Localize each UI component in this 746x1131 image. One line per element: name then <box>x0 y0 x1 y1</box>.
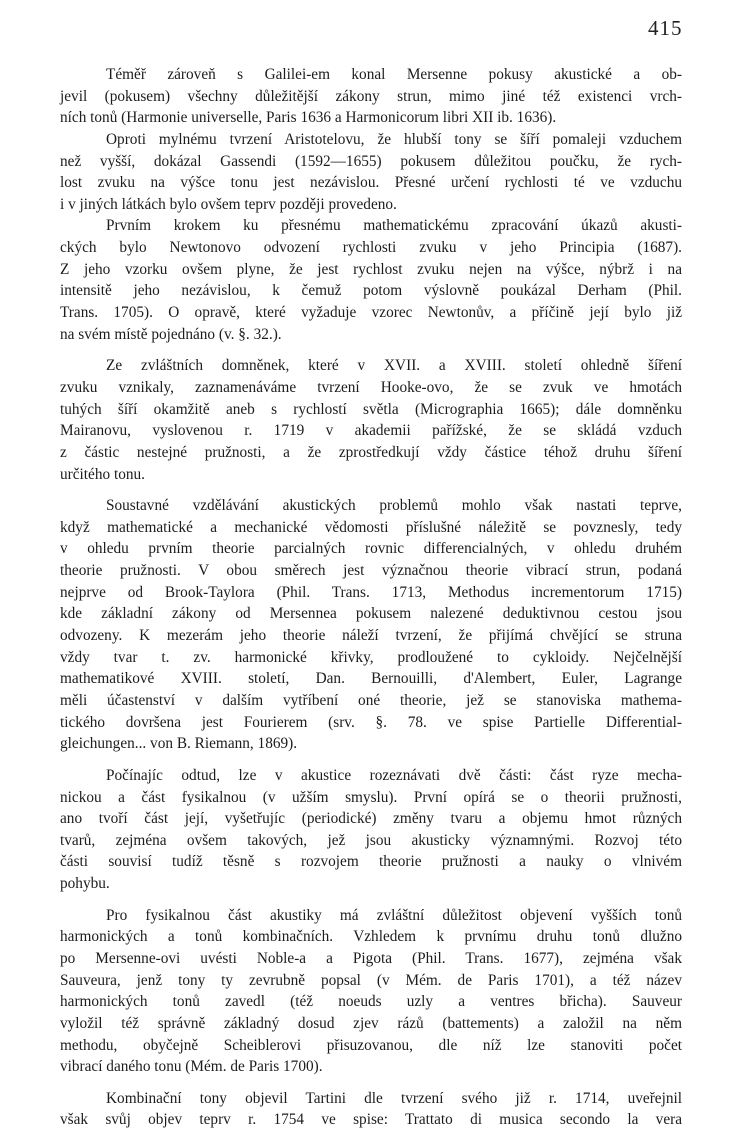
paragraph <box>60 905 682 1078</box>
text-line: odvozeny. K mezerám jeho theorie náleží tvrzení, že přijímá chvějící se struna <box>60 627 682 645</box>
text-line: lost zvuku na výšce tonu jest nezávislou. Přesné určení rychlosti té ve vzduchu <box>60 174 682 192</box>
paragraph <box>60 215 682 345</box>
text-line: Počínajíc odtud, lze v akustice rozeznávati dvě části: část ryze mecha- <box>106 766 682 784</box>
text-line: části souvisí tudíž těsně s rozvojem theorie pružnosti a nauky o vlnivém <box>60 853 682 871</box>
text-line: určitého tonu. <box>60 465 145 483</box>
text-line: methodu, obyčejně Scheiblerovi přisuzovanou, dle níž lze stanoviti počet <box>60 1036 682 1054</box>
text-line: zvuku vznikaly, zaznamenáváme tvrzení Hooke-ovo, že se zvuk ve hmotách <box>60 378 682 396</box>
page-number: 415 <box>648 16 683 40</box>
paragraph-gap <box>60 485 682 495</box>
text-line: intensitě jeho nezávislou, k čemuž potom výslovně poukázal Derham (Phil. <box>60 282 682 300</box>
text-line: Téměř zároveň s Galilei-em konal Mersenne pokusy akustické a ob- <box>106 66 682 83</box>
text-line: vibrací daného tonu (Mém. de Paris 1700). <box>60 1058 323 1076</box>
text-line: theorie pružnosti. V obou směrech jest význačnou theorie vibrací strun, podaná <box>60 562 682 580</box>
text-line: harmonických tonů zavedl (též noeuds uzly a ventres břicha). Sauveur <box>60 993 682 1011</box>
text-line: však svůj objev teprv r. 1754 ve spise: Trattato di musica secondo la vera <box>60 1111 682 1129</box>
text-line: mathematikové XVIII. století, Dan. Bernouilli, d'Alembert, Euler, Lagrange <box>60 670 682 688</box>
text-line: po Mersenne-ovi uvésti Noble-a a Pigota (Phil. Trans. 1677), zejména však <box>60 949 682 967</box>
text-line: Trans. 1705). O opravě, které vyžaduje vzorec Newtonův, a příčině její bylo již <box>60 304 682 322</box>
text-line: v ohledu prvním theorie parcialných rovnic differencialných, v ohledu druhém <box>60 540 682 558</box>
paragraph-gap <box>60 755 682 765</box>
text-line: ckých bylo Newtonovo odvození rychlosti zvuku v jeho Principia (1687). <box>60 239 682 257</box>
paragraph-gap <box>60 345 682 355</box>
text-line: Oproti mylnému tvrzení Aristotelovu, že hlubší tony se šíří pomaleji vzduchem <box>106 130 682 148</box>
text-line: kde základní zákony od Mersennea pokusem nalezené deduktivnou cestou jsou <box>60 605 682 623</box>
text-line: vždy tvar t. zv. harmonické křivky, prodloužené to cykloidy. Nejčelnější <box>60 648 682 666</box>
text-line: ano tvoří část její, vyšetřujíc (periodické) změny tvaru a objemu hmot různých <box>60 810 682 828</box>
text-line: měli účastenství v dalším vytříbení oné theorie, jež se stanoviska mathema- <box>60 691 682 709</box>
text-line: Ze zvláštních domněnek, které v XVII. a XVIII. století ohledně šíření <box>106 357 682 375</box>
text-line: Z jeho vzorku ovšem plyne, že jest rychlost zvuku nejen na výšce, nýbrž i na <box>60 260 682 278</box>
text-line: vyložil též správně základný dosud zjev rázů (battements) a založil na něm <box>60 1014 682 1032</box>
text-line: nejprve od Brook-Taylora (Phil. Trans. 1713, Methodus incrementorum 1715) <box>60 583 682 601</box>
text-line: Prvním krokem ku přesnému mathematickému zpracování úkazů akusti- <box>106 217 682 235</box>
paragraph <box>60 64 682 129</box>
text-line: než vyšší, dokázal Gassendi (1592—1655) pokusem důležitou poučku, že rych- <box>60 152 682 170</box>
body-text <box>60 64 682 1131</box>
text-line: když mathematické a mechanické vědomosti příslušné náležitě se povznesly, tedy <box>60 518 682 536</box>
text-line: na svém místě pojednáno (v. §. 32.). <box>60 325 282 343</box>
paragraph <box>60 355 682 485</box>
text-line: Kombinační tony objevil Tartini dle tvrzení svého již r. 1714, uveřejnil <box>106 1089 682 1107</box>
paragraph-gap <box>60 1078 682 1088</box>
text-line: Pro fysikalnou část akustiky má zvláštní důležitost objevení vyšších tonů <box>106 906 682 924</box>
text-line: Sauveura, jenž tony ty zevrubně popsal (v Mém. de Paris 1701), a též název <box>60 971 682 989</box>
text-line: i v jiných látkách bylo ovšem teprv později provedeno. <box>60 195 397 213</box>
paragraph-gap <box>60 895 682 905</box>
text-line: jevil (pokusem) všechny důležitější zákony strun, mimo jiné též existenci vrch- <box>60 87 682 105</box>
text-line: tického dovršena jest Fourierem (srv. §. 78. ve spise Partielle Differential- <box>60 713 682 731</box>
paragraph <box>60 765 682 895</box>
text-line: z částic nestejné pružnosti, a že zprostředkují vždy částice téhož druhu šíření <box>60 443 682 461</box>
paragraph <box>60 1088 682 1131</box>
text-line: nickou a část fysikalnou (v užším smyslu). První opírá se o theorii pružnosti, <box>60 788 682 806</box>
paragraph <box>60 129 682 216</box>
text-line: gleichungen... von B. Riemann, 1869). <box>60 735 298 753</box>
paragraph <box>60 495 682 755</box>
text-line: ních tonů (Harmonie universelle, Paris 1636 a Harmonicorum libri XII ib. 1636). <box>60 109 557 127</box>
text-line: tvarů, zejména ovšem takových, jež jsou akusticky významnými. Rozvoj této <box>60 831 682 849</box>
text-line: Soustavné vzdělávání akustických problemů mohlo však nastati teprve, <box>106 497 682 515</box>
text-line: Mairanovu, vyslovenou r. 1719 v akademii pařížské, že se skládá vzduch <box>60 422 682 440</box>
text-line: tuhých šíří okamžitě aneb s rychlostí světla (Micrographia 1665); dále domněnku <box>60 400 682 418</box>
text-line: harmonických a tonů kombinačních. Vzhledem k prvnímu druhu tonů dlužno <box>60 928 682 946</box>
text-line: pohybu. <box>60 875 110 893</box>
